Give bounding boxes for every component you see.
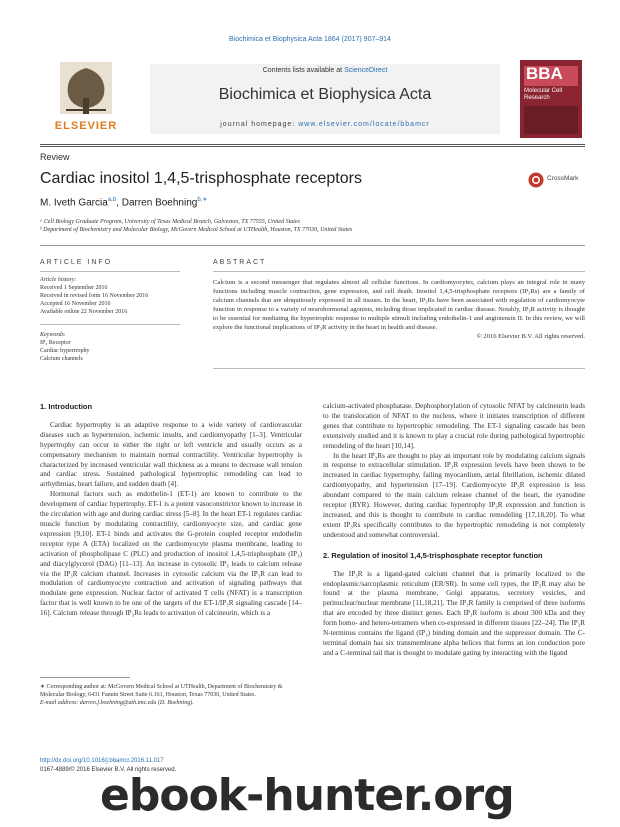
abstract-text: Calcium is a second messenger that regulates almost all cellular functions. In cardiomyocytes, calcium plays an integral role in many functions including muscle contraction, gene expression, and cell death. Inositol 1,4,5-trisphosphate receptors (IP₃Rs) are a family of calcium channels that are ubiquitously expressed in all tissues. In the heart, IP₃Rs have been associated with regulation of cardiomyocyte function in response to a variety of neurohormonal agonists, including those implicated in cardiac disease. Notably, IP₃R activity is thought to be essential for mediating the hypertrophic response to multiple stimuli including endothelin-1 and angiotensin II. In this review, we will explore the functional implications of IP₃R activity in the heart in health and disease. [213,279,585,331]
keywords [40,331,180,363]
article-history [40,276,180,316]
header-rule-2 [40,146,585,147]
cover-subtitle: Molecular Cell Research [524,88,563,101]
header-rule [40,144,585,145]
crossmark-badge[interactable] [528,172,590,188]
body-column-right [323,402,585,659]
homepage-prefix: journal homepage: [220,121,296,128]
paragraph: Hormonal factors such as endothelin-1 (ET-1) are known to contribute to the development of cardiac hypertrophy. ET-1 is a potent vasoconstrictor known to increase in the circulation with age and during cardiac stress [5–8]. In the heart ET-1 regulates cardiac muscle function by modulating contractility, cardiomyocyte size, and cardiac gene expression [9,10]. ET-1 binds and activates the G-protein coupled receptor endothelin receptor type A (ETA) localized on the cardiomyocyte plasma membrane, leading to activation of phospholipase C (PLC) and production of inositol 1,4,5-trisphosphate (IP₃) and diacylglycerol (DAG) [11–13]. An increase in cytosolic IP₃ leads to calcium release via the IP₃R calcium channel. Increases in cytosolic calcium via the IP₃R can lead to modulation of cardiomyocyte contraction and activation of signaling pathways that modulate gene expression. Nuclear factor of activated T cells (NFAT) is a transcription factor that is well known to be one of the targets of the ET-1/IP₃R signaling cascade [14–16]. Calcium release through IP₃Rs leads to activation of calcineurin, which is a [40,490,302,618]
footnote-rule [40,677,130,678]
journal-homepage [150,121,500,128]
watermark-text: ebook-hunter.org [100,770,514,821]
section-heading: 1. Introduction [40,402,93,411]
corresponding-author-note: ∗ Corresponding author at: McGovern Medical School at UTHealth, Department of Biochemistry & Molecular Biology, 6431 Fannin Street Suite 6.161, Houston, Texas 77030, United States. [40,684,283,698]
abstract-heading: ABSTRACT [213,259,267,266]
history-label: Article history: [40,277,77,283]
author-list: M. Iveth Garcia$^{a,b}$, Darren Boehning$^{b,∗}$ [40,197,208,209]
paragraph: In the heart IP₃Rs are thought to play an important role by modulating calcium signals in response to extracellular stimulation. IP₃R expression levels have been shown to be increased in cardiac hypertrophy, failing myocardium, atrial fibrillation, ischemic dilated cardiomyopathy, and hypertension [17–19]. Cardiomyocyte IP₃R expression is less abundant compared to the main calcium release channel of the heart, the ryanodine receptor (RYR). However, during cardiac hypertrophy IP₃R expression and function is increased, and this is thought to contribute to cardiac remodeling [17,18,20]. To what extent IP₃Rs specifically contributes to the hypertrophic remodeling is not completely understood and somewhat controversial. [323,451,585,539]
author-name: Darren Boehning [121,197,198,209]
crossmark-label: CrossMark [547,175,579,182]
abstract-end-rule [213,368,585,369]
crossmark-icon [528,172,544,188]
date-accepted: Accepted 16 November 2016 [40,301,111,307]
journal-name: Biochimica et Biophysica Acta [218,86,432,103]
contents-line [150,67,500,74]
sciencedirect-link[interactable]: ScienceDirect [344,67,388,74]
affiliation-a: ᵃ Cell Biology Graduate Program, University of Texas Medical Branch, Galveston, TX 77555, United States [40,219,300,225]
doi-link[interactable]: http://dx.doi.org/10.1016/j.bbamcr.2016.11.017 [40,758,164,764]
issn-line: 0167-4889/© 2016 Elsevier B.V. All rights reserved. [40,767,177,773]
abstract [213,278,585,341]
article-title: Cardiac inositol 1,4,5-trisphosphate receptors [40,170,362,187]
cover-title: BBA [526,64,563,83]
section-rule [40,245,585,246]
paragraph: The IP₃R is a ligand-gated calcium channel that is primarily localized to the endoplasmic/sarcoplasmic reticulum (ER/SR). In some cell types, the IP₃R may also be found at the plasma membrane, Golgi apparatus, secretory vesicles, and perinuclear/nuclear membrane [11,18,21]. The IP₃R family is comprised of three isoforms that are encoded by three distinct genes. Each IP₃R isoform is about 300 kDa and they form homo- and hetero-tetramers when co-expressed in different tissues [22–24]. The IP₃R N-terminus contains the ligand (IP₃) binding domain and the suppressor domain. The C-terminal domain has six transmembrane alpha helices that forms an ion conduction pore and a C-terminal tail that is thought to modulate gating by interacting with the ligand [323,569,585,657]
date-received: Received 1 September 2016 [40,285,108,291]
info-rule [40,324,180,325]
keyword: Calcium channels [40,356,83,362]
journal-cover-image [520,60,582,138]
keyword: Cardiac hypertrophy [40,348,90,354]
author-name: M. Iveth Garcia [40,197,108,209]
body-column-left [40,402,302,619]
article-info-heading: ARTICLE INFO [40,259,113,266]
date-revised: Received in revised form 16 November 2016 [40,293,149,299]
email-note[interactable]: E-mail address: darren.f.boehning@uth.tmc.edu (D. Boehning). [40,700,194,706]
keyword: IP₃ Receptor [40,340,71,346]
journal-citation[interactable]: Biochimica et Biophysica Acta 1864 (2017) 907–914 [229,36,391,43]
homepage-link[interactable]: www.elsevier.com/locate/bbamcr [298,121,430,128]
author-affil-marker[interactable]: b,∗ [197,197,208,203]
elsevier-wordmark: ELSEVIER [54,120,118,132]
keywords-label: Keywords: [40,332,66,338]
paragraph: calcium-activated phosphatase. Dephosphorylation of cytosolic NFAT by calcineurin leads to the translocation of NFAT to the nucleus, where it initiates transcription of different genes that contribute to hypertrophic remodeling. The ET-1 signaling cascade has been extensively studied and it is known to play a crucial role during pathological hypertrophic remodeling of the heart [10,14]. [323,402,585,450]
abstract-rule [213,271,585,272]
section-heading: 2. Regulation of inositol 1,4,5-trisphosphate receptor function [323,550,543,560]
paragraph: Cardiac hypertrophy is an adaptive response to a wide variety of cardiovascular diseases such as hypertension, ischemic insults, and cardiomyopathy [1–3]. Ventricular hypertrophy can occur in either the right or left ventricle and usually occurs as a compensatory mechanism to maintain normal contractility. Ventricular hypertrophy is characterized by increased ventricular wall thickness as a means to decrease wall tension and cardiac stress. Sustained pathological hypertrophic remodeling can lead to arrhythmias, heart failure, and sudden death [4]. [40,420,302,489]
article-type: Review [40,152,70,162]
info-rule [40,271,180,272]
author-affil-marker[interactable]: a,b [107,197,117,203]
footnote [40,683,302,707]
date-online: Available online 22 November 2016 [40,309,128,315]
affiliation-b: ᵇ Department of Biochemistry and Molecular Biology, McGovern Medical School at UTHealth, Houston, TX 77030, United States [40,227,353,233]
elsevier-logo [42,58,130,138]
contents-prefix: Contents lists available at [262,67,343,74]
abstract-copyright: © 2016 Elsevier B.V. All rights reserved. [476,333,585,340]
